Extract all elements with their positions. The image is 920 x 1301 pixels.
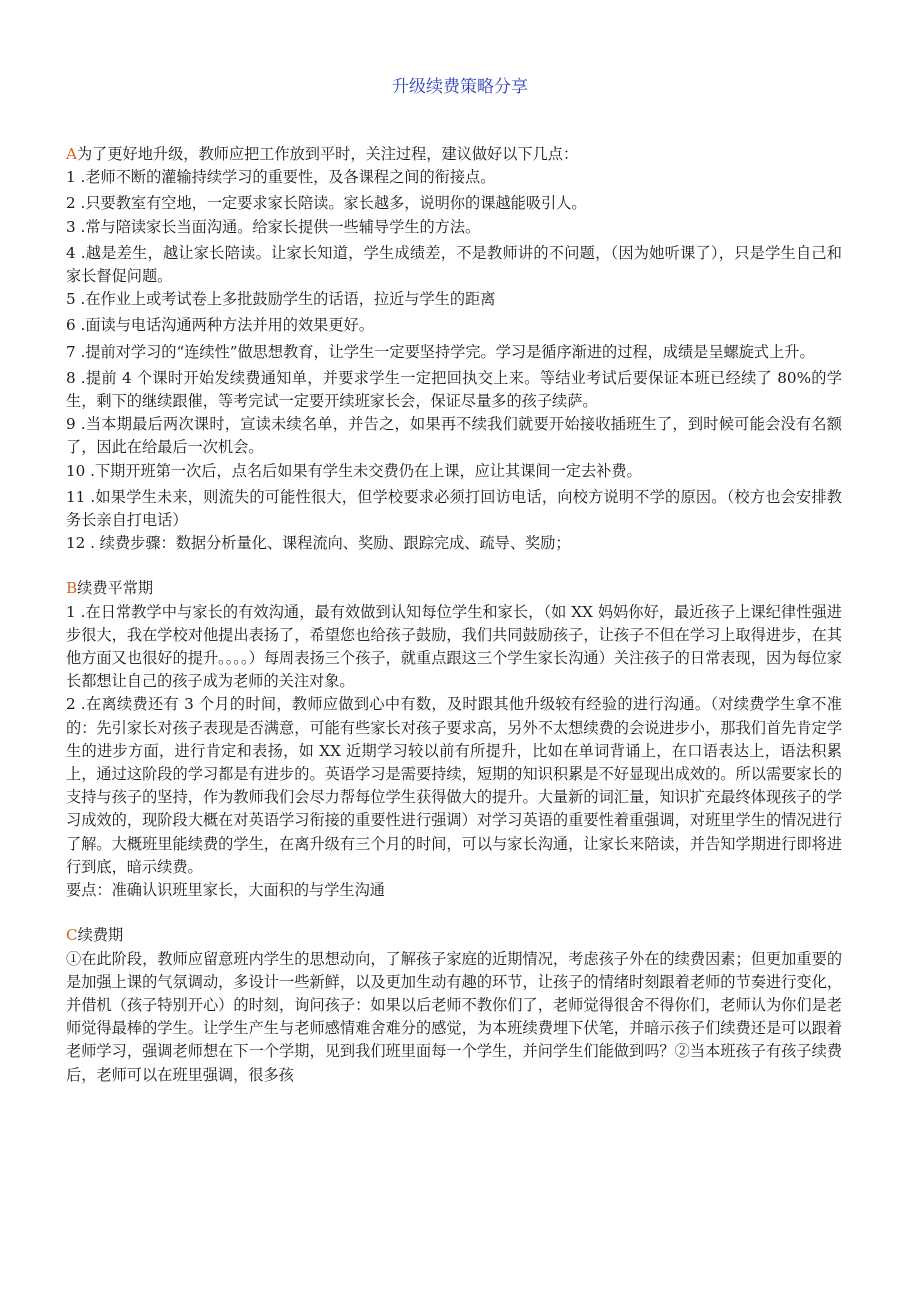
section-a-item-6: 6 .面读与电话沟通两种方法并用的效果更好。 [66, 316, 374, 335]
section-b-item-2: 2 .在离续费还有 3 个月的时间，教师应做到心中有数，及时跟其他升级较有经验的进行沟通。（对续费学生拿不准的：先引家长对孩子表现是否满意，可能有些家长对孩子要求高，另外不太想续费的会说进步小，那我们首先肯定学生的进步方面，进行肯定和表扬，如 XX 近期学习较以前有所提升，比如在单词背诵上，在口语表达上，语法积累上，通过这阶段的学习都是有进步的。英语学习是需要持续，短期的知识积累是不好显现出成效的。所以需要家长的支持与孩子的坚持，作为教师我们会尽力帮每位学生获得做大的提升。大量新的词汇量，知识扩充最终体现孩子的学习成效的，现阶段大概在对英语学习衔接的重要性进行强调）对学习英语的重要性着重强调，对班里学生的情况进行了解。大概班里能续费的学生，在离升级有三个月的时间，可以与家长沟通，让家长来陪读，并告知学期进行即将进行到底，暗示续费。 [66, 695, 842, 876]
section-a-item-3: 3 .常与陪读家长当面沟通。给家长提供一些辅导学生的方法。 [66, 217, 481, 236]
section-a-heading-text: 为了更好地升级，教师应把工作放到平时，关注过程，建议做好以下几点： [76, 145, 579, 163]
section-b-item-1: 1 .在日常教学中与家长的有效沟通，最有效做到认知每位学生和家长，（如 XX 妈妈你好，最近孩子上课纪律性强进步很大，我在学校对他提出表扬了，希望您也给孩子鼓励，我们共同鼓励孩子，让孩子不但在学习上取得进步，在其他方面又也很好的提升。。。。）每周表扬三个孩子，就重点跟这三个学生家长沟通）关注孩子的日常表现，因为每位家长都想让自己的孩子成为老师的关注对象。 [66, 602, 842, 691]
section-a-item-1: 1 .老师不断的灌输持续学习的重要性，及各课程之间的衔接点。 [66, 168, 496, 187]
section-b-letter: B [66, 579, 78, 598]
section-a-item-7: 7 .提前对学习的“连续性”做思想教育，让学生一定要坚持学完。学习是循序渐进的过程，成绩是呈螺旋式上升。 [66, 342, 815, 361]
page-title: 升级续费策略分享 [392, 77, 528, 97]
section-c-heading [66, 924, 842, 947]
section-c-heading-text: 续费期 [77, 926, 124, 945]
section-a-item-10: 10 .下期开班第一次后，点名后如果有学生未交费仍在上课，应让其课间一定去补费。 [66, 461, 642, 480]
section-a-heading [66, 143, 842, 166]
section-a-item-8: 8 .提前 4 个课时开始发续费通知单，并要求学生一定把回执交上来。等结业考试后要保证本班已经续了 80%的学生，剩下的继续跟催，等考完试一定要开续班家长会，保证尽量多的孩子续萨。 [66, 368, 842, 411]
section-c-item-1: ①在此阶段，教师应留意班内学生的思想动向，了解孩子家庭的近期情况，考虑孩子外在的续费因素；但更加重要的是加强上课的气氛调动，多设计一些新鲜，以及更加生动有趣的环节，让孩子的情绪时刻跟着老师的节奏进行变化，并借机（孩子特别开心）的时刻，询问孩子：如果以后老师不教你们了，老师觉得很舍不得你们，老师认为你们是老师觉得最棒的学生。让学生产生与老师感情难舍难分的感觉，为本班续费埋下伏笔，并暗示孩子们续费还是可以跟着老师学习，强调老师想在下一个学期，见到我们班里面每一个学生，并问学生们能做到吗？②当本班孩子有孩子续费后，老师可以在班里强调，很多孩 [66, 949, 842, 1084]
section-a-item-4: 4 .越是差生，越让家长陪读。让家长知道，学生成绩差，不是教师讲的不问题，（因为她听课了），只是学生自己和家长督促问题。 [66, 243, 842, 286]
section-a-item-2: 2 .只要教室有空地，一定要求家长陪读。家长越多，说明你的课越能吸引人。 [66, 194, 587, 213]
section-b-heading-text: 续费平常期 [77, 579, 154, 598]
section-b-heading [66, 577, 842, 600]
section-a-letter: A [66, 145, 77, 163]
section-c-letter: C [66, 926, 78, 945]
section-a-item-11: 11 .如果学生未来，则流失的可能性很大，但学校要求必须打回访电话，向校方说明不学的原因。（校方也会安排教务长亲自打电话） [66, 487, 842, 530]
section-b-key-point: 要点：准确认识班里家长，大面积的与学生沟通 [66, 881, 385, 900]
section-a-item-9: 9 .当本期最后两次课时，宣读未续名单，并告之，如果再不续我们就要开始接收插班生了，到时候可能会没有名额了，因此在给最后一次机会。 [66, 415, 842, 457]
document-body [66, 143, 842, 1087]
section-a-item-5: 5 .在作业上或考试卷上多批鼓励学生的话语，拉近与学生的距离 [66, 290, 496, 309]
section-a-item-12: 12 . 续费步骤：数据分析量化、课程流向、奖励、跟踪完成、疏导、奖励； [66, 534, 571, 553]
